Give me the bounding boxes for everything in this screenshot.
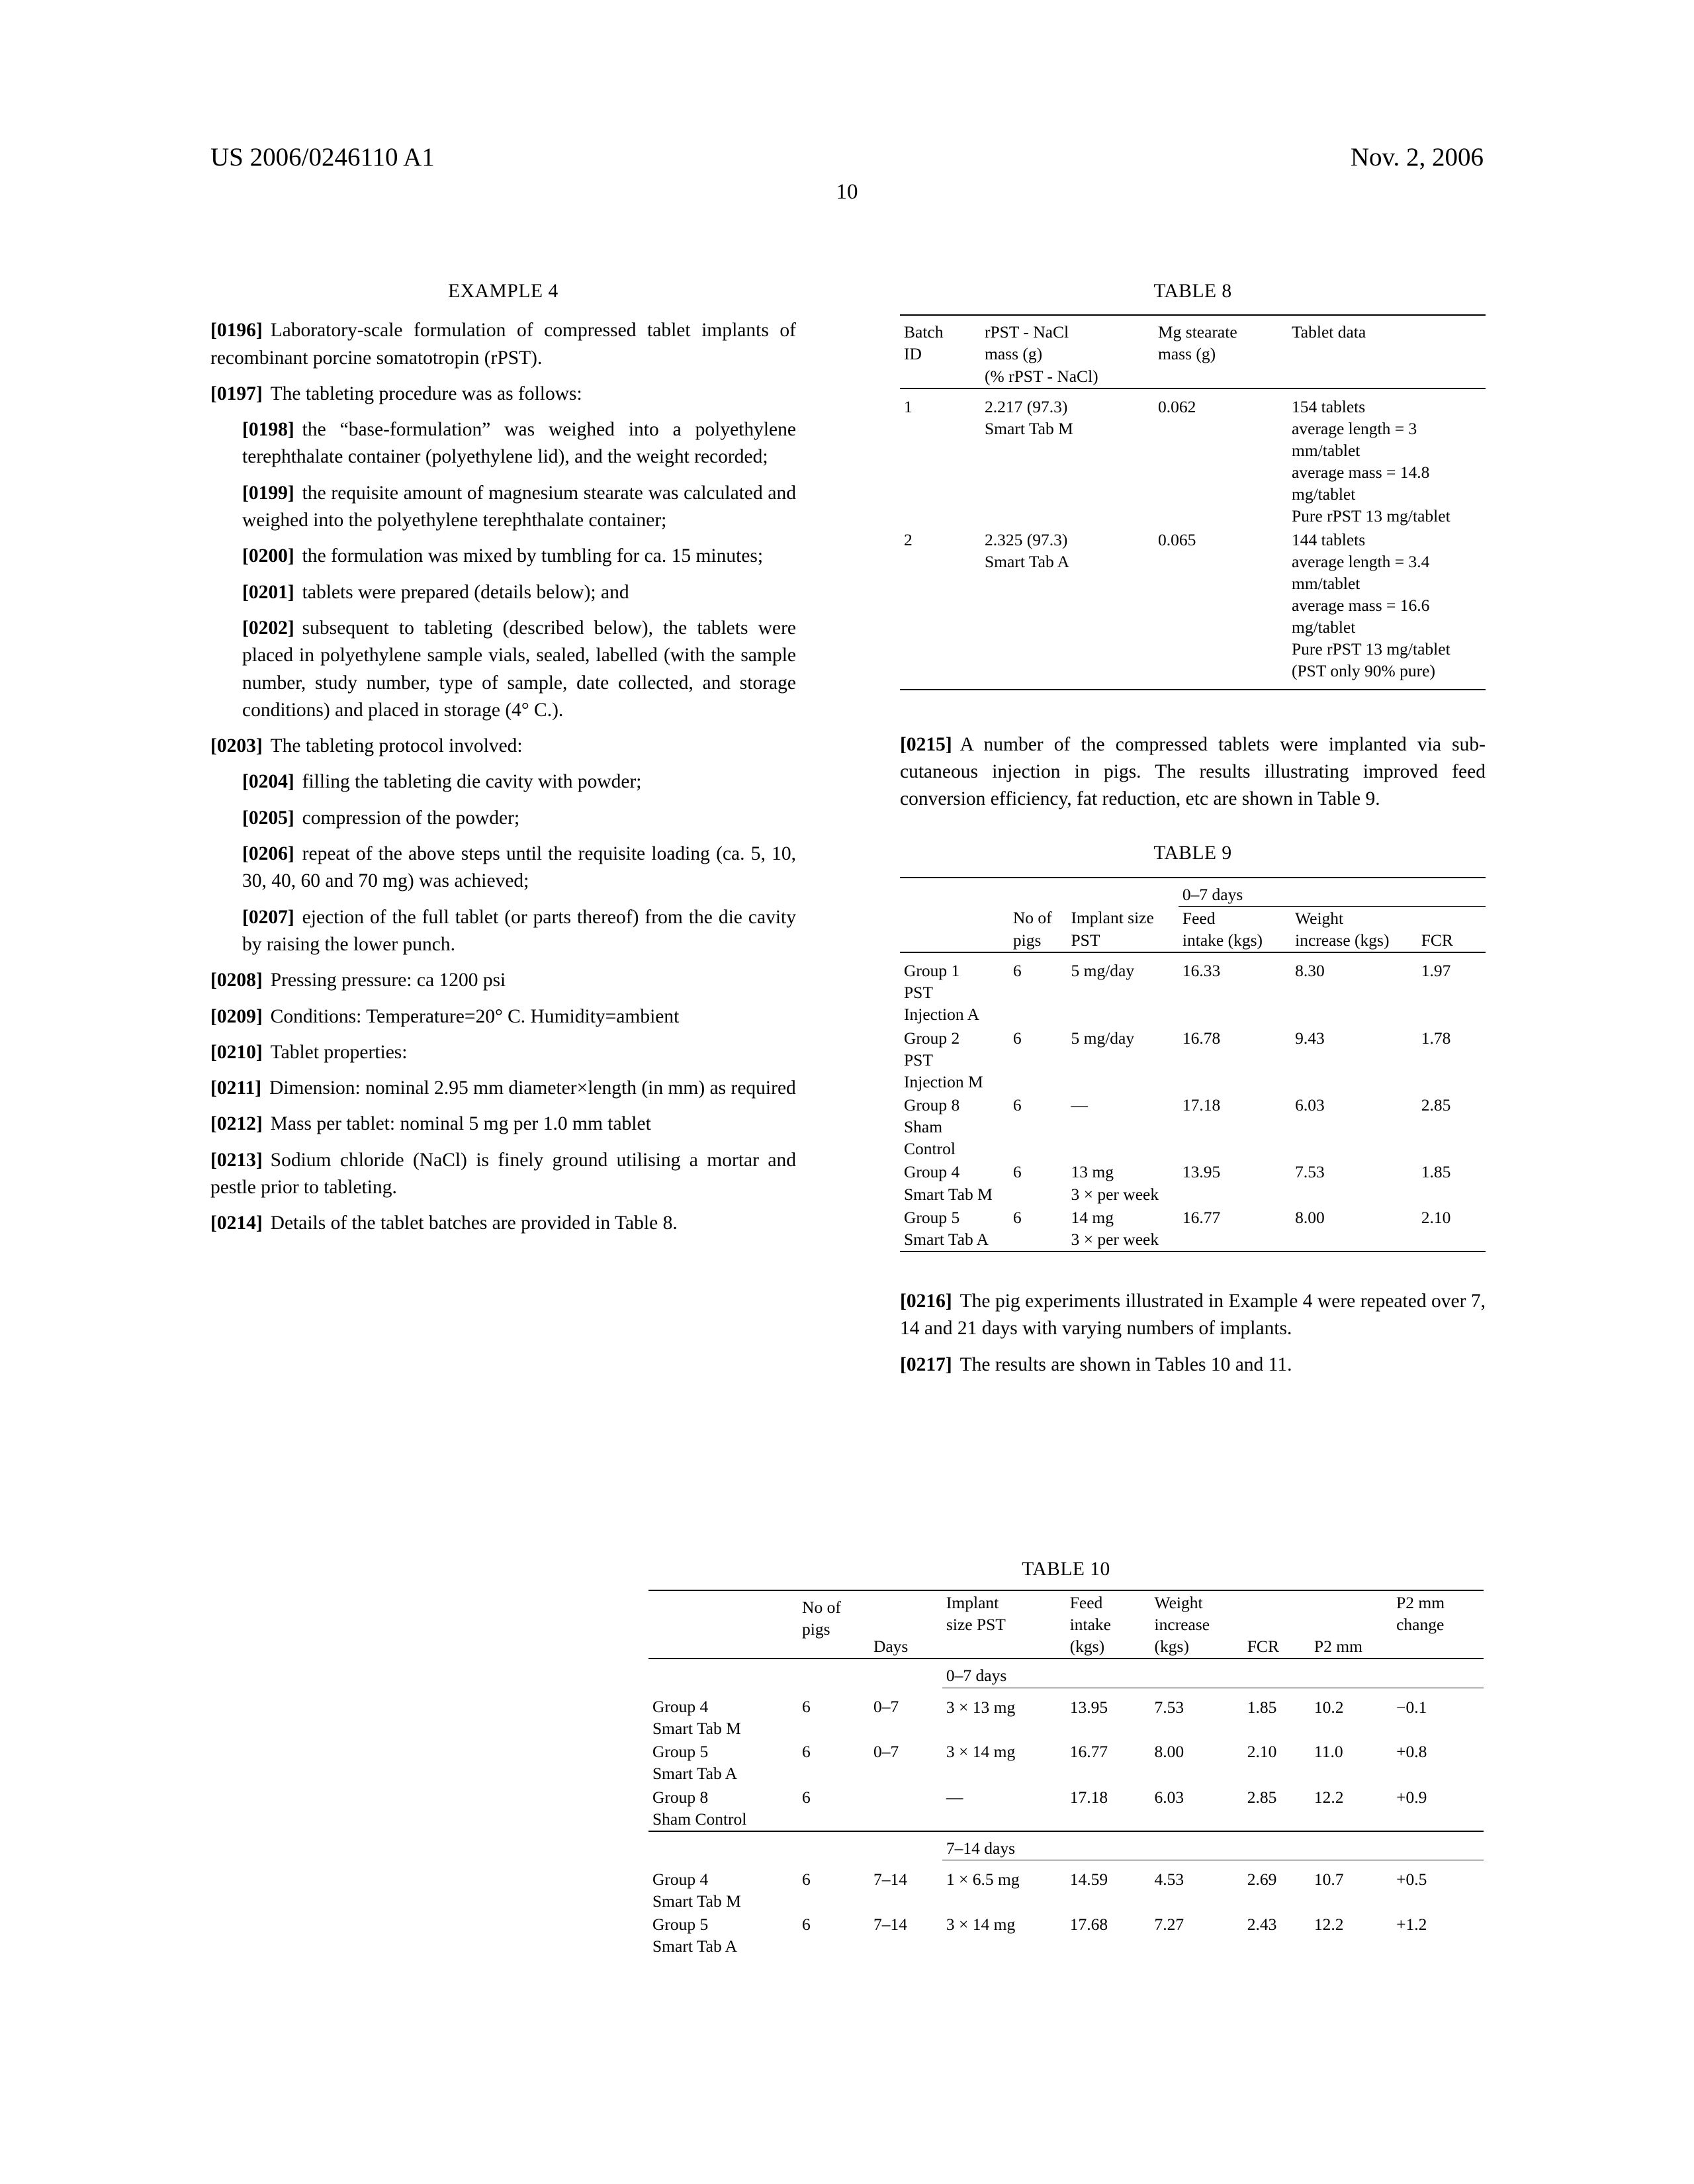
paragraph-0210 (210, 1039, 796, 1066)
paragraph-text: tablets were prepared (details below); and (302, 581, 629, 603)
cell-fcr: 2.10 (1247, 1742, 1277, 1762)
paragraph-number: [0206] (242, 843, 294, 865)
paragraph-0209 (210, 1003, 796, 1030)
th-weight-increase: Weight increase (kgs) (1151, 1590, 1243, 1659)
paragraph-number: [0213] (210, 1149, 263, 1171)
cell-p2-change: +0.8 (1396, 1742, 1427, 1762)
cell-weight: 9.43 (1295, 1028, 1325, 1048)
group-line: PST (904, 983, 933, 1003)
cell-group (900, 1206, 1009, 1251)
paragraph-0211 (210, 1075, 796, 1102)
cell-fcr: 2.69 (1247, 1870, 1277, 1889)
th-batch-id: Batch ID (900, 315, 981, 388)
th-no-of-pigs: No of pigs (1012, 908, 1052, 950)
paragraph-text: Dimension: nominal 2.95 mm diameter×length (in mm) as required (269, 1077, 796, 1099)
cell-implant: 1 × 6.5 mg (946, 1870, 1020, 1889)
cell-weight: 7.27 (1154, 1914, 1184, 1934)
group-line: Sham Control (652, 1809, 747, 1829)
th-implant-size: Implant size PST (942, 1590, 1066, 1659)
paragraph-0201 (210, 579, 796, 606)
th-p2mm: P2 mm (1310, 1590, 1392, 1659)
cell-group (900, 1093, 1009, 1160)
table-row (900, 1026, 1486, 1093)
cell-implant (1067, 1026, 1178, 1093)
group-line: Injection M (904, 1071, 983, 1091)
paragraph-text: The pig experiments illustrated in Example 4 were repeated over 7, 14 and 21 days with varying numbers of implants. (900, 1290, 1486, 1340)
paragraph-0216 (900, 1288, 1486, 1343)
cell-weight: 6.03 (1154, 1787, 1184, 1807)
paragraph-0204 (210, 768, 796, 796)
cell-fcr: 2.10 (1417, 1206, 1486, 1251)
paragraph-0198 (210, 416, 796, 471)
paragraph-0197 (210, 381, 796, 408)
cell-weight: 7.53 (1154, 1697, 1184, 1717)
table-row (648, 1786, 1484, 1831)
paragraph-number: [0198] (242, 419, 294, 441)
th-fcr: FCR (1243, 1590, 1310, 1659)
table-row (648, 1860, 1484, 1913)
cell-weight: 8.30 (1291, 952, 1417, 1026)
th-feed-intake: Feed intake (kgs) (1182, 908, 1263, 950)
paragraph-number: [0214] (210, 1212, 263, 1234)
group-line: Group 4 (652, 1869, 709, 1889)
group-line: Smart Tab M (904, 1184, 993, 1204)
cell-feed: 13.95 (1182, 1162, 1221, 1182)
cell-group (648, 1740, 798, 1785)
left-column (210, 278, 796, 1246)
cell-p2: 12.2 (1314, 1914, 1344, 1934)
th-rpst-nacl: rPST - NaCl mass (g) (% rPST - NaCl) (981, 315, 1154, 388)
group-line: Group 8 (904, 1095, 960, 1115)
group-line: Sham (904, 1117, 943, 1137)
group-line: Smart Tab M (652, 1891, 741, 1911)
cell-implant: — (946, 1787, 963, 1807)
paragraph-number: [0204] (242, 771, 294, 793)
page-number: 10 (836, 180, 858, 204)
group-line: Group 5 (652, 1742, 709, 1762)
cell-feed: 16.33 (1179, 952, 1291, 1026)
cell-pigs: 6 (1009, 1206, 1067, 1251)
running-header (210, 142, 1484, 172)
paragraph-number: [0197] (210, 383, 263, 404)
cell-p2-change: +0.5 (1396, 1870, 1427, 1889)
paragraph-text: The results are shown in Tables 10 and 11. (959, 1353, 1292, 1375)
paragraph-number: [0216] (900, 1290, 952, 1312)
th-implant-size: Implant size PST (1071, 908, 1154, 950)
cell-group (900, 1160, 1009, 1205)
cell-p2: 11.0 (1314, 1742, 1343, 1762)
table-8-title: TABLE 8 (1153, 281, 1232, 302)
group-line: Group 1 (904, 961, 960, 981)
cell-pigs: 6 (802, 1787, 811, 1807)
group-line: Smart Tab A (904, 1229, 989, 1249)
cell-group (648, 1786, 798, 1831)
group-line: Injection A (904, 1005, 980, 1024)
cell-rpst-nacl: 2.325 (97.3) Smart Tab A (981, 528, 1154, 690)
paragraph-0215 (900, 731, 1486, 813)
cell-group (648, 1913, 798, 1958)
paragraph-text: Sodium chloride (NaCl) is finely ground utilising a mortar and pestle prior to tableting. (210, 1149, 796, 1199)
paragraph-number: [0200] (242, 545, 294, 567)
section-label: 0–7 days (942, 1659, 1484, 1688)
paragraph-text: The tableting protocol involved: (270, 735, 523, 757)
paragraph-0206 (210, 841, 796, 895)
th-span-0-7-days: 0–7 days (1179, 878, 1486, 907)
paragraph-0205 (210, 805, 796, 832)
group-line: Group 4 (652, 1697, 709, 1717)
cell-fcr: 1.85 (1247, 1697, 1277, 1717)
paragraph-text: Tablet properties: (270, 1041, 408, 1063)
cell-feed: 17.18 (1069, 1787, 1108, 1807)
table-8-grid (900, 314, 1486, 690)
implant-line: 5 mg/day (1071, 1028, 1135, 1048)
paragraph-number: [0208] (210, 970, 263, 991)
paragraph-0217 (900, 1351, 1486, 1379)
paragraph-0199 (210, 480, 796, 535)
implant-line: — (1071, 1095, 1088, 1115)
paragraph-text: Pressing pressure: ca 1200 psi (270, 970, 506, 991)
right-column (900, 278, 1486, 1387)
cell-mg-stearate: 0.062 (1154, 388, 1288, 528)
implant-line: 3 × per week (1071, 1229, 1159, 1249)
paragraph-number: [0210] (210, 1041, 263, 1063)
paragraph-text: Mass per tablet: nominal 5 mg per 1.0 mm tablet (270, 1113, 651, 1135)
cell-p2-change: +0.9 (1396, 1787, 1427, 1807)
cell-implant: 3 × 14 mg (946, 1742, 1016, 1762)
cell-feed: 17.68 (1069, 1914, 1108, 1934)
cell-mg-stearate: 0.065 (1154, 528, 1288, 690)
paragraph-text: repeat of the above steps until the requisite loading (ca. 5, 10, 30, 40, 60 and 70 mg) was achieved; (242, 843, 796, 892)
th-mg-stearate: Mg stearate mass (g) (1154, 315, 1288, 388)
paragraph-text: the “base-formulation” was weighed into a polyethylene terephthalate container (polyethylene lid), and the weight recorded; (242, 419, 796, 468)
paragraph-text: subsequent to tableting (described below), the tablets were placed in polyethylene sample vials, sealed, labelled (with the sample number, study number, type of sample, date collected, and storage conditions) and placed in storage (4° C.). (242, 617, 796, 721)
cell-implant: 3 × 13 mg (946, 1697, 1016, 1717)
cell-weight: 4.53 (1154, 1870, 1184, 1889)
th-no-of-pigs: No of pigs (798, 1590, 869, 1659)
implant-line: 13 mg (1071, 1162, 1114, 1182)
paragraph-number: [0211] (210, 1077, 262, 1099)
left-paragraph-list (210, 317, 796, 1237)
paragraph-0214 (210, 1210, 796, 1237)
paragraph-0200 (210, 543, 796, 570)
paragraph-text: compression of the powder; (302, 807, 520, 829)
group-line: Group 8 (652, 1787, 709, 1807)
cell-days (869, 1786, 942, 1831)
cell-fcr: 1.85 (1421, 1162, 1451, 1182)
cell-feed: 16.78 (1182, 1028, 1221, 1048)
paragraph-0207 (210, 904, 796, 959)
cell-tablet-data: 144 tablets average length = 3.4 mm/tablet average mass = 16.6 mg/tablet Pure rPST 13 mg/tablet (PST only 90% pure) (1288, 528, 1486, 690)
implant-line: 5 mg/day (1071, 961, 1135, 981)
cell-p2-change: −0.1 (1396, 1697, 1427, 1717)
table-10-title: TABLE 10 (1022, 1559, 1110, 1580)
cell-group (900, 952, 1009, 1026)
cell-p2: 10.2 (1314, 1697, 1344, 1717)
cell-fcr: 2.85 (1247, 1787, 1277, 1807)
th-days: Days (869, 1590, 942, 1659)
table-9-title: TABLE 9 (1153, 842, 1232, 864)
cell-fcr: 1.78 (1421, 1028, 1451, 1048)
group-line: Smart Tab A (652, 1764, 738, 1784)
paragraph-text: ejection of the full tablet (or parts thereof) from the die cavity by raising the lower punch. (242, 906, 796, 955)
table-section-header (648, 1831, 1484, 1860)
cell-implant (1067, 1093, 1178, 1160)
cell-fcr: 1.97 (1417, 952, 1486, 1026)
cell-p2: 10.7 (1314, 1870, 1344, 1889)
cell-implant (1067, 1160, 1178, 1205)
th-fcr: FCR (1421, 931, 1453, 950)
cell-pigs: 6 (1012, 1028, 1022, 1048)
implant-line: 14 mg (1071, 1207, 1114, 1227)
th-weight-increase: Weight increase (kgs) (1295, 908, 1390, 950)
cell-group (648, 1688, 798, 1740)
cell-days: 0–7 (873, 1697, 899, 1717)
paragraph-number: [0205] (242, 807, 294, 829)
group-line: Group 5 (652, 1914, 709, 1934)
table-9 (900, 840, 1486, 1252)
cell-p2-change: +1.2 (1396, 1914, 1427, 1934)
paragraph-number: [0196] (210, 320, 263, 341)
patent-number: US 2006/0246110 A1 (210, 143, 435, 171)
cell-pigs: 6 (1012, 1095, 1022, 1115)
table-section-header (648, 1659, 1484, 1688)
cell-rpst-nacl: 2.217 (97.3) Smart Tab M (981, 388, 1154, 528)
table-row (648, 1688, 1484, 1740)
cell-implant (1067, 1206, 1178, 1251)
paragraph-number: [0203] (210, 735, 263, 757)
cell-feed: 16.77 (1069, 1742, 1108, 1762)
paragraph-text: the formulation was mixed by tumbling for ca. 15 minutes; (302, 545, 764, 567)
paragraph-number: [0201] (242, 581, 294, 603)
paragraph-number: [0215] (900, 733, 952, 755)
paragraph-number: [0202] (242, 617, 294, 639)
cell-p2: 12.2 (1314, 1787, 1344, 1807)
cell-days: 0–7 (873, 1742, 899, 1762)
group-line: PST (904, 1050, 933, 1069)
cell-pigs: 6 (1012, 1162, 1022, 1182)
cell-pigs: 6 (802, 1697, 811, 1717)
cell-feed: 14.59 (1069, 1870, 1108, 1889)
th-feed-intake: Feed intake (kgs) (1066, 1590, 1151, 1659)
cell-feed: 16.77 (1179, 1206, 1291, 1251)
paragraph-0212 (210, 1111, 796, 1138)
cell-implant: 3 × 14 mg (946, 1914, 1016, 1934)
paragraph-number: [0212] (210, 1113, 263, 1135)
cell-group (900, 1026, 1009, 1093)
cell-pigs: 6 (1009, 952, 1067, 1026)
cell-pigs: 6 (802, 1869, 811, 1889)
paragraph-text: Details of the tablet batches are provided in Table 8. (270, 1212, 678, 1234)
paragraph-0208 (210, 967, 796, 994)
table-10 (648, 1559, 1484, 1958)
table-row (900, 1206, 1486, 1251)
table-9-grid (900, 877, 1486, 1252)
paragraph-number: [0217] (900, 1353, 952, 1375)
paragraph-text: The tableting procedure was as follows: (270, 383, 582, 404)
group-line: Smart Tab M (652, 1719, 741, 1739)
paragraph-number: [0209] (210, 1005, 263, 1027)
paragraph-text: Conditions: Temperature=20° C. Humidity=ambient (270, 1005, 680, 1027)
publication-date: Nov. 2, 2006 (1350, 143, 1484, 171)
table-8-row (900, 388, 1486, 528)
cell-fcr: 2.85 (1421, 1095, 1451, 1115)
paragraph-number: [0199] (242, 482, 294, 504)
cell-batch-id: 1 (900, 388, 981, 528)
section-label: 7–14 days (942, 1831, 1484, 1860)
th-tablet-data: Tablet data (1288, 315, 1486, 388)
table-8-row (900, 528, 1486, 690)
paragraph-text: the requisite amount of magnesium stearate was calculated and weighed into the polyethylene terephthalate container; (242, 482, 796, 531)
cell-feed: 13.95 (1069, 1697, 1108, 1717)
cell-days: 7–14 (873, 1869, 907, 1889)
cell-weight: 8.00 (1154, 1742, 1184, 1762)
paragraph-number: [0207] (242, 906, 294, 928)
paragraph-0196 (210, 317, 796, 372)
cell-fcr: 2.43 (1247, 1914, 1277, 1934)
cell-batch-id: 2 (900, 528, 981, 690)
cell-tablet-data: 154 tablets average length = 3 mm/tablet average mass = 14.8 mg/tablet Pure rPST 13 mg/tablet (1288, 388, 1486, 528)
group-line: Group 2 (904, 1028, 960, 1048)
table-10-grid (648, 1590, 1484, 1958)
cell-days: 7–14 (873, 1914, 907, 1934)
th-p2mm-change: P2 mm change (1392, 1590, 1484, 1659)
example-heading: EXAMPLE 4 (448, 281, 558, 302)
group-line: Control (904, 1139, 956, 1159)
table-row (648, 1913, 1484, 1958)
table-8 (900, 278, 1486, 690)
paragraph-0202 (210, 615, 796, 724)
table-row (900, 952, 1486, 1026)
paragraph-text: Laboratory-scale formulation of compressed tablet implants of recombinant porcine somatotropin (rPST). (210, 320, 796, 369)
cell-implant (1067, 952, 1178, 1026)
group-line: Group 4 (904, 1162, 960, 1182)
table-row (648, 1740, 1484, 1785)
paragraph-text: filling the tableting die cavity with powder; (302, 771, 642, 793)
cell-weight: 6.03 (1295, 1095, 1325, 1115)
cell-pigs: 6 (802, 1914, 811, 1934)
paragraph-0213 (210, 1147, 796, 1202)
cell-weight: 8.00 (1291, 1206, 1417, 1251)
cell-group (648, 1860, 798, 1913)
cell-pigs: 6 (802, 1742, 811, 1762)
paragraph-text: A number of the compressed tablets were implanted via sub-cutaneous injection in pigs. The results illustrating improved feed conversion efficiency, fat reduction, etc are shown in Table 9. (900, 733, 1486, 810)
group-line: Group 5 (904, 1207, 960, 1227)
cell-weight: 7.53 (1295, 1162, 1325, 1182)
group-line: Smart Tab A (652, 1936, 738, 1956)
cell-feed: 17.18 (1182, 1095, 1221, 1115)
implant-line: 3 × per week (1071, 1184, 1159, 1204)
table-row (900, 1093, 1486, 1160)
table-row (900, 1160, 1486, 1205)
paragraph-0203 (210, 733, 796, 760)
